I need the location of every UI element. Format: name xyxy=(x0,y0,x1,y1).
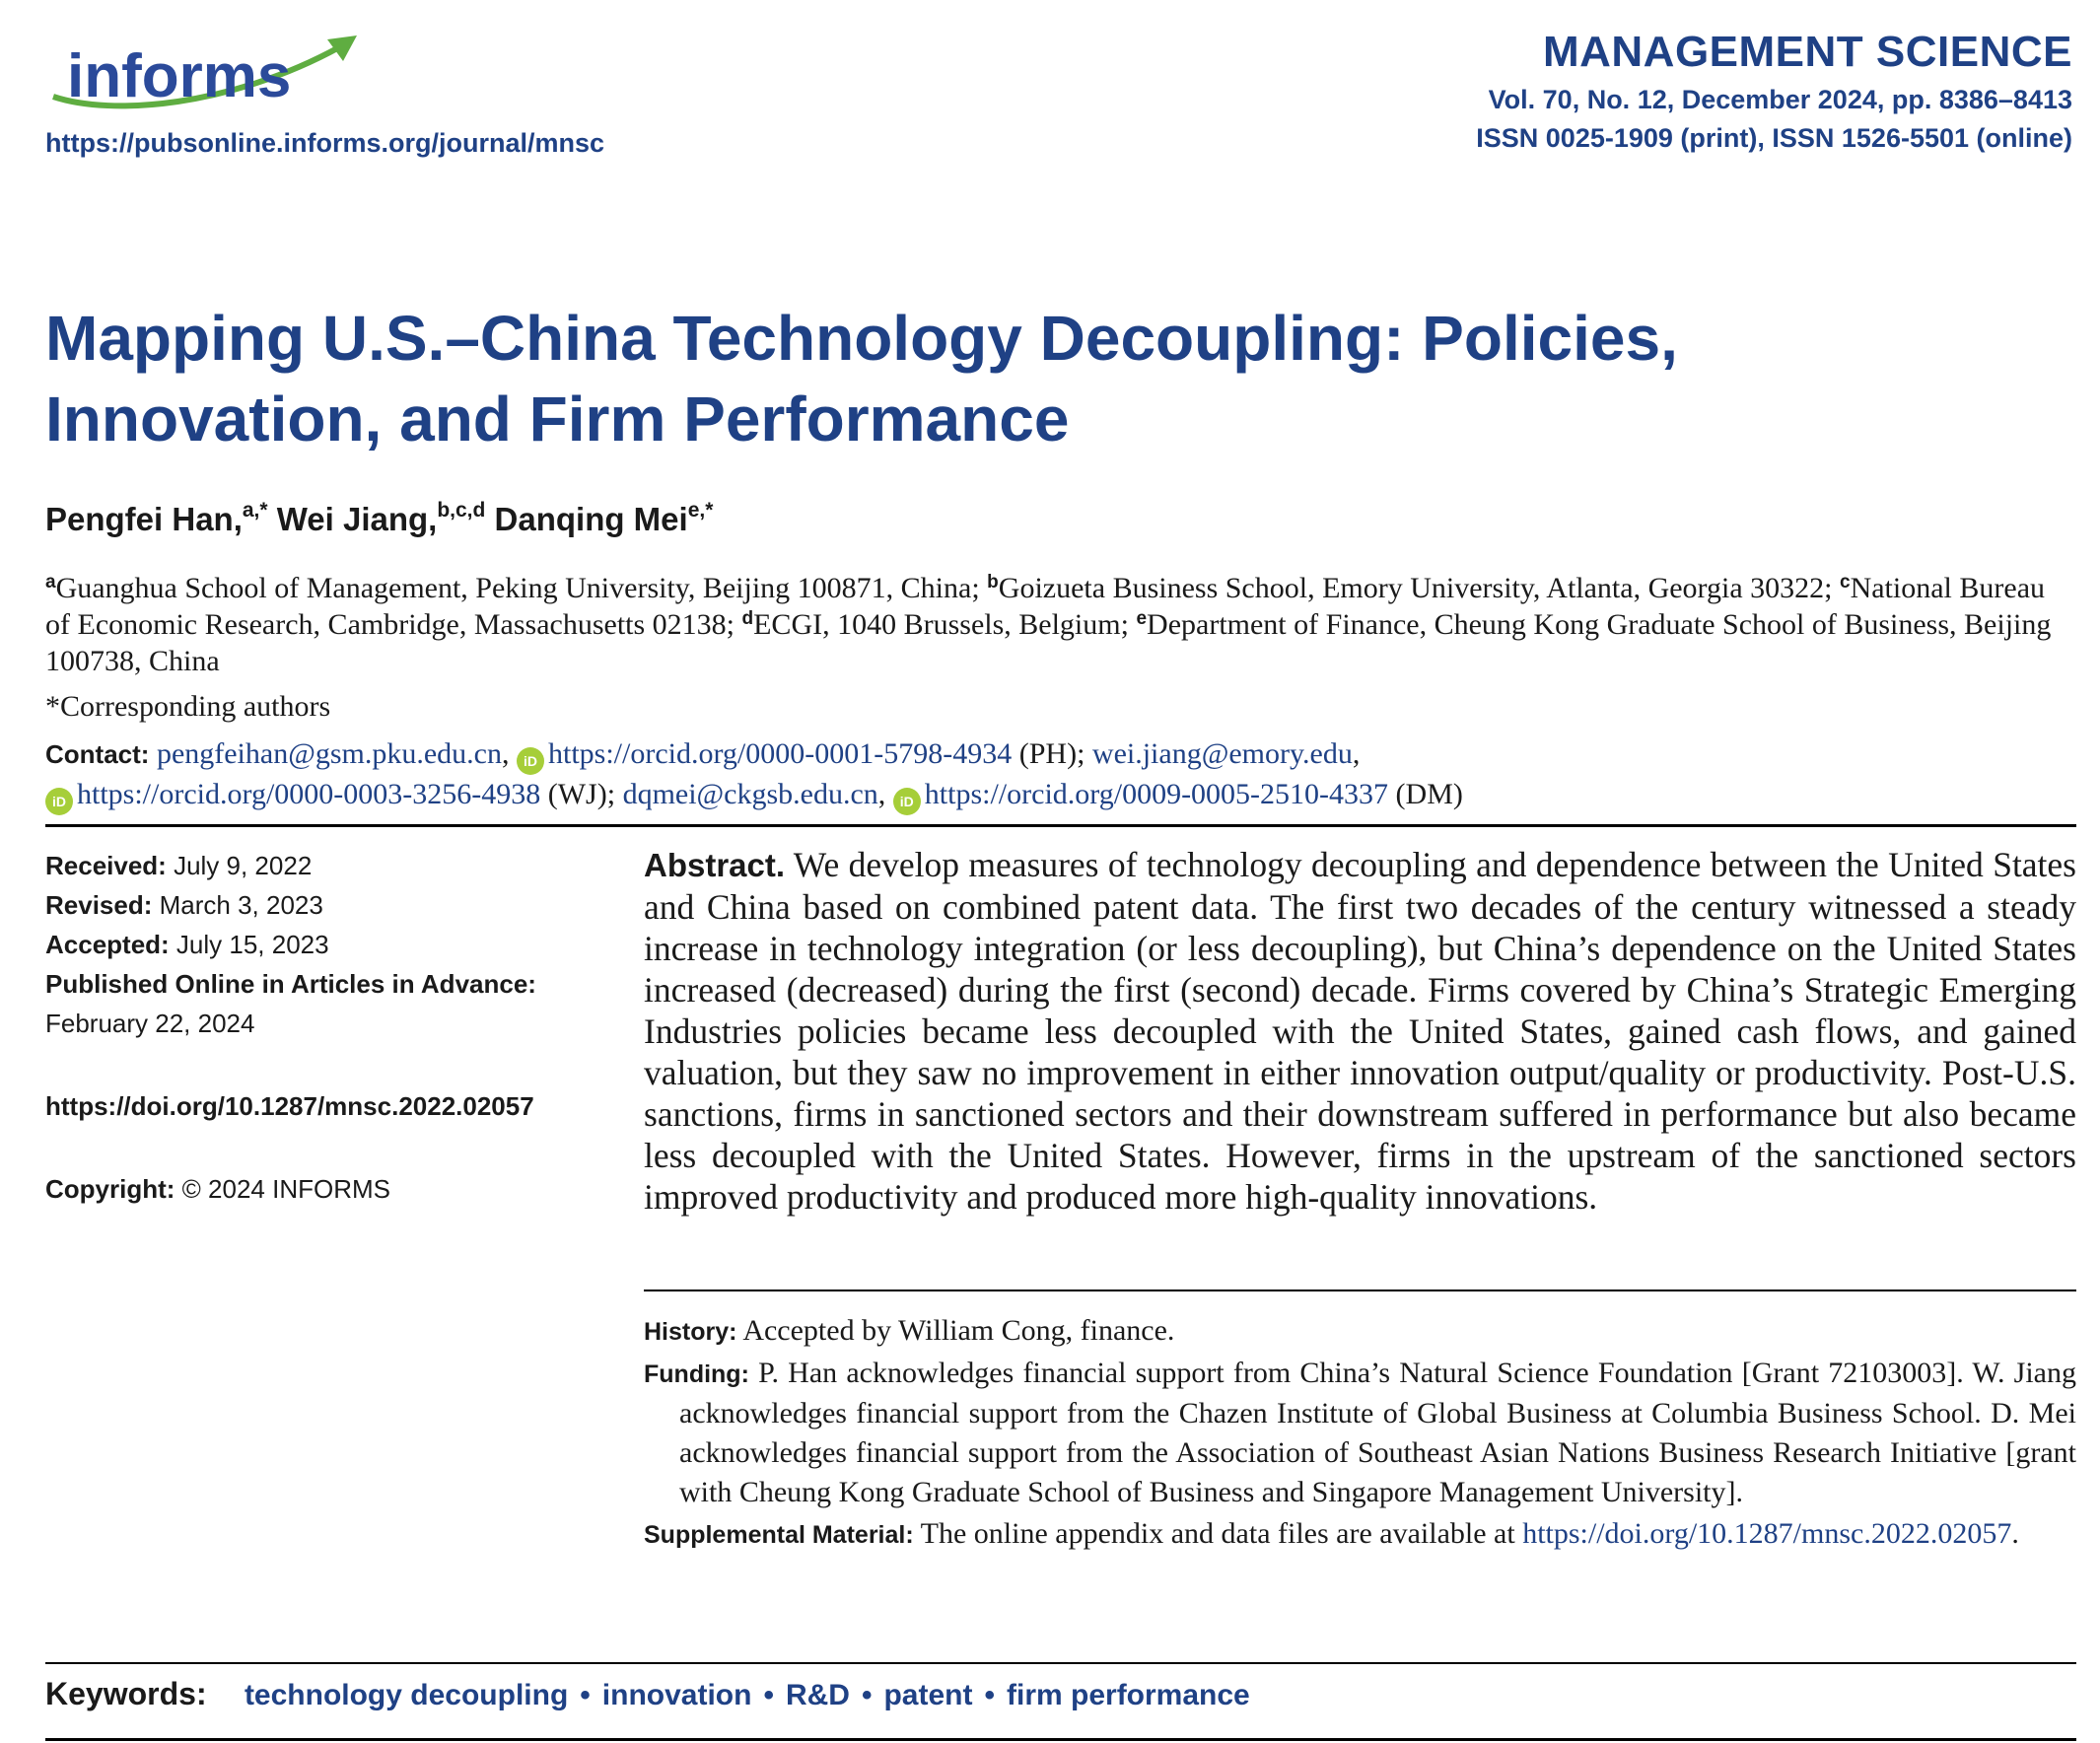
affiliation-mark: d xyxy=(741,608,754,629)
contact-label: Contact: xyxy=(45,739,150,769)
copyright-text: © 2024 INFORMS xyxy=(175,1174,390,1204)
affiliation-mark: c xyxy=(1840,572,1851,593)
received-row xyxy=(45,846,617,885)
author-affiliation-mark: a,* xyxy=(242,499,268,522)
orcid-link[interactable]: https://orcid.org/0009-0005-2510-4337 xyxy=(924,778,1389,810)
keyword[interactable]: R&D xyxy=(785,1679,850,1711)
abstract-label: Abstract. xyxy=(644,847,786,883)
email-link[interactable]: wei.jiang@emory.edu xyxy=(1091,737,1353,770)
affiliation-mark: b xyxy=(987,572,999,593)
issn-line: ISSN 0025-1909 (print), ISSN 1526-5501 (online) xyxy=(1476,123,2072,153)
affiliation-text: National Bureau of Economic Research, Cambridge, Massachusetts 02138; xyxy=(45,572,2046,641)
informs-logo[interactable] xyxy=(43,35,369,124)
keywords-divider xyxy=(45,1662,2076,1664)
supplemental-row xyxy=(644,1514,2076,1555)
separator: , xyxy=(877,778,893,810)
supplemental-label: Supplemental Material: xyxy=(644,1521,914,1549)
orcid-link[interactable]: https://orcid.org/0000-0003-3256-4938 xyxy=(77,778,541,810)
orcid-icon: iD xyxy=(45,788,73,815)
title-line-1: Mapping U.S.–China Technology Decoupling: Policies, xyxy=(45,303,1678,374)
accepted-date: July 15, 2023 xyxy=(169,930,329,959)
supplemental-link[interactable]: https://doi.org/10.1287/mnsc.2022.02057 xyxy=(1522,1517,2012,1550)
author-list xyxy=(45,501,713,538)
affiliations xyxy=(45,570,2070,679)
orcid-icon: iD xyxy=(893,788,921,815)
copyright-row xyxy=(45,1169,617,1209)
journal-url[interactable]: https://pubsonline.informs.org/journal/mnsc xyxy=(45,128,605,158)
supplemental-end: . xyxy=(2011,1517,2019,1550)
contact-block xyxy=(45,734,2076,815)
orcid-icon: iD xyxy=(517,747,544,775)
journal-name: MANAGEMENT SCIENCE xyxy=(1542,28,2072,76)
title-line-2: Innovation, and Firm Performance xyxy=(45,383,1070,454)
supplemental-text: The online appendix and data files are available at xyxy=(913,1517,1523,1550)
keyword-separator: • xyxy=(763,1679,774,1711)
accepted-label: Accepted: xyxy=(45,930,170,959)
keyword[interactable]: firm performance xyxy=(1007,1679,1250,1711)
email-link[interactable]: dqmei@ckgsb.edu.cn xyxy=(622,778,878,810)
funding-row xyxy=(644,1354,2076,1512)
keyword[interactable]: innovation xyxy=(601,1679,752,1711)
top-divider xyxy=(45,824,2076,827)
keyword-separator: • xyxy=(580,1679,591,1711)
affiliation-text: ECGI, 1040 Brussels, Belgium; xyxy=(753,608,1137,641)
funding-text: P. Han acknowledges financial support from China’s Natural Science Foundation [Grant 72103003]. W. Jiang acknowledges financial support from the Chazen Institute of Global Business at Columbia Business School. D. Mei acknowledges financial support from the Association of Southeast Asian Nations Business Research Initiative [grant with Cheung Kong Graduate School of Business and Singapore Management University]. xyxy=(679,1357,2076,1508)
corresponding-note: *Corresponding authors xyxy=(45,690,331,723)
keyword-separator: • xyxy=(984,1679,995,1711)
paper-title xyxy=(45,298,1919,459)
separator: , xyxy=(501,737,510,770)
author-affiliation-mark: b,c,d xyxy=(437,499,486,522)
affiliation-mark: a xyxy=(45,572,56,593)
keyword[interactable]: technology decoupling xyxy=(244,1679,569,1711)
logo-wordmark: informs xyxy=(67,42,292,110)
funding-label: Funding: xyxy=(644,1360,749,1388)
author-initials: (PH); xyxy=(1012,737,1092,770)
email-link[interactable]: pengfeihan@gsm.pku.edu.cn xyxy=(156,737,502,770)
copyright-label: Copyright: xyxy=(45,1174,175,1204)
keyword[interactable]: patent xyxy=(883,1679,973,1711)
affiliation-text: Department of Finance, Cheung Kong Graduate School of Business, Beijing 100738, China xyxy=(45,608,2052,677)
affiliation-text: Goizueta Business School, Emory University, Atlanta, Georgia 30322; xyxy=(998,572,1840,604)
history-row xyxy=(644,1311,2076,1352)
author-initials: (DM) xyxy=(1388,778,1463,810)
affiliation-mark: e xyxy=(1136,608,1148,629)
published-label: Published Online in Articles in Advance: xyxy=(45,969,536,999)
history-text: Accepted by William Cong, finance. xyxy=(736,1314,1175,1347)
journal-site-link[interactable] xyxy=(45,128,604,159)
author-initials: (WJ); xyxy=(540,778,623,810)
abstract xyxy=(644,844,2076,1218)
history-label: History: xyxy=(644,1318,737,1346)
journal-header xyxy=(1476,28,2072,154)
separator: , xyxy=(1352,737,1361,770)
revised-row xyxy=(45,885,617,925)
volume-line: Vol. 70, No. 12, December 2024, pp. 8386–8413 xyxy=(1488,85,2072,114)
revised-date: March 3, 2023 xyxy=(152,890,323,920)
doi-link[interactable]: https://doi.org/10.1287/mnsc.2022.02057 xyxy=(45,1091,534,1121)
orcid-link[interactable]: https://orcid.org/0000-0001-5798-4934 xyxy=(547,737,1013,770)
keyword-separator: • xyxy=(861,1679,873,1711)
keywords xyxy=(45,1676,1250,1712)
revised-label: Revised: xyxy=(45,890,153,920)
author-name: Wei Jiang, xyxy=(276,501,438,537)
accepted-row xyxy=(45,925,617,964)
published-date: February 22, 2024 xyxy=(45,1009,255,1038)
article-meta xyxy=(45,846,617,1209)
abstract-text: We develop measures of technology decoupling and dependence between the United States and China based on combined patent data. The first two decades of the century witnessed a steady increase in technology integration (or less decoupling), but China’s dependence on the United States increased (decreased) during the first (second) decade. Firms covered by China’s Strategic Emerging Industries policies became less decoupled with the United States, gained cash flows, and gained valuation, but they saw no improvement in either innovation output/quality or productivity. Post-U.S. sanctions, firms in sanctioned sectors and their downstream suffered in performance but also became less decoupled with the United States. However, firms in the upstream of the sanctioned sectors improved productivity and produced more high-quality innovations. xyxy=(644,845,2076,1217)
received-label: Received: xyxy=(45,851,167,880)
received-date: July 9, 2022 xyxy=(166,851,313,880)
bottom-divider xyxy=(45,1738,2076,1741)
article-notes xyxy=(644,1311,2076,1557)
affiliation-text: Guanghua School of Management, Peking University, Beijing 100871, China; xyxy=(55,572,988,604)
author-affiliation-mark: e,* xyxy=(687,499,714,522)
author-name: Danqing Mei xyxy=(494,501,688,537)
author-name: Pengfei Han, xyxy=(45,501,243,537)
abstract-divider xyxy=(644,1290,2076,1291)
keywords-label: Keywords: xyxy=(45,1676,207,1711)
